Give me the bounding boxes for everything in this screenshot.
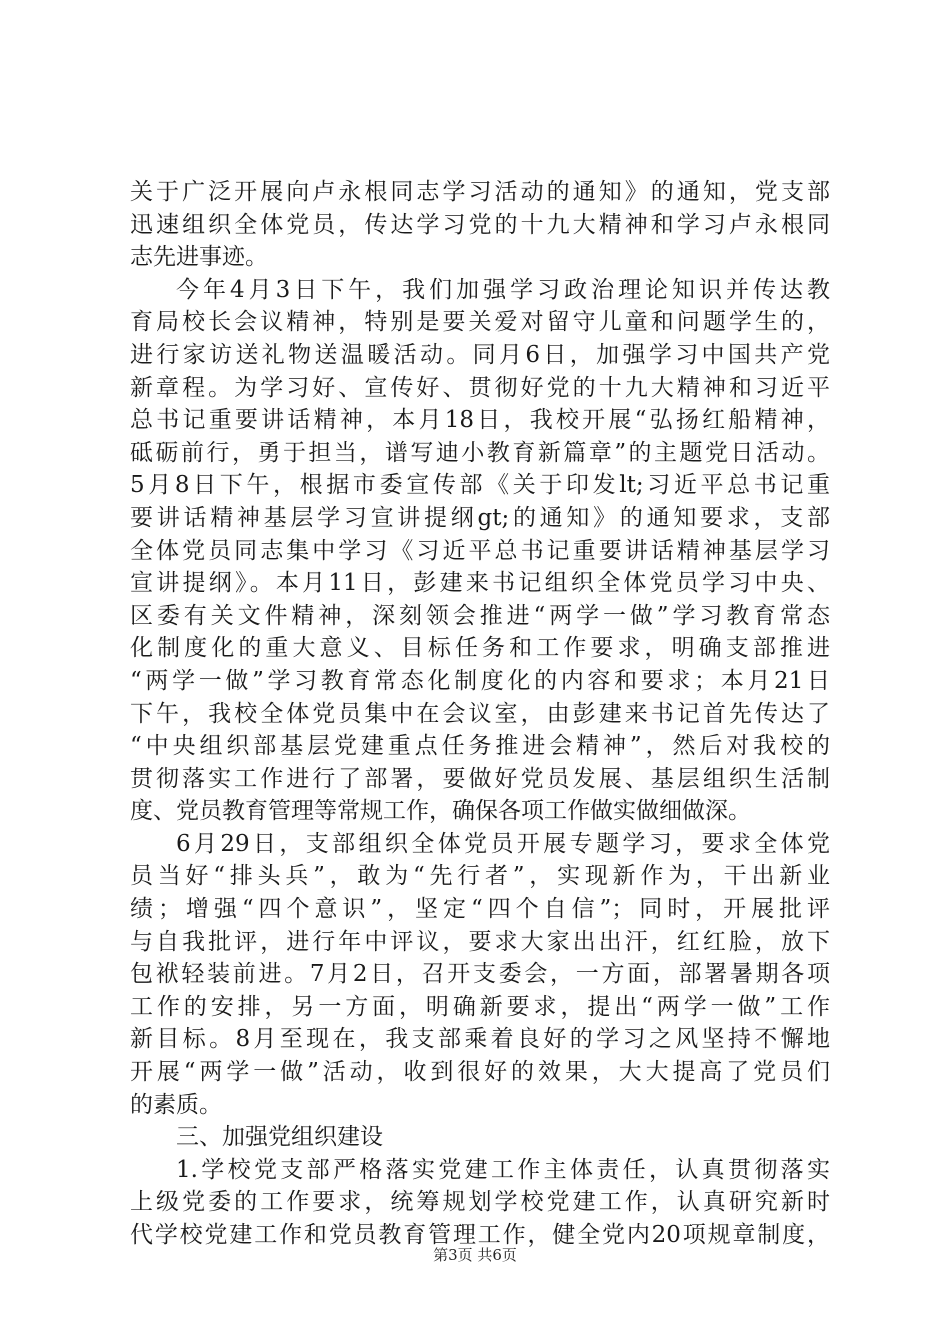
text-line: 进行家访送礼物送温暖活动。同月6日，加强学习中国共产党 <box>130 341 830 368</box>
text-line: 总书记重要讲话精神，本月18日，我校开展“弘扬红船精神， <box>130 407 830 434</box>
text-line: “两学一做”学习教育常态化制度化的内容和要求；本月21日 <box>130 667 830 694</box>
text-line: 育局校长会议精神，特别是要关爱对留守儿童和问题学生的， <box>130 309 830 336</box>
text-line: 开展“两学一做”活动，收到很好的效果，大大提高了党员们 <box>130 1059 830 1086</box>
text-line: 新目标。8月至现在，我支部乘着良好的学习之风坚持不懈地 <box>130 1026 830 1053</box>
text-line: 志先进事迹。 <box>130 244 268 271</box>
text-line: 区委有关文件精神，深刻领会推进“两学一做”学习教育常态 <box>130 602 830 629</box>
text-line: 的素质。 <box>130 1091 222 1118</box>
document-body <box>130 176 830 1252</box>
text-line: 5月8日下午，根据市委宣传部《关于印发lt;习近平总书记重 <box>130 472 830 499</box>
text-line: 绩；增强“四个意识”，坚定“四个自信”；同时，开展批评 <box>130 896 830 923</box>
text-line: 与自我批评，进行年中评议，要求大家出出汗，红红脸，放下 <box>130 928 830 955</box>
text-line: “中央组织部基层党建重点任务推进会精神”，然后对我校的 <box>130 733 830 760</box>
text-line: 全体党员同志集中学习《习近平总书记重要讲话精神基层学习 <box>130 537 830 564</box>
text-line: 化制度化的重大意义、目标任务和工作要求，明确支部推进 <box>130 635 830 662</box>
text-line: 6月29日，支部组织全体党员开展专题学习，要求全体党 <box>176 830 830 857</box>
text-line: 员当好“排头兵”，敢为“先行者”，实现新作为，干出新业 <box>130 863 830 890</box>
text-line: 迅速组织全体党员，传达学习党的十九大精神和学习卢永根同 <box>130 211 830 238</box>
text-line: 关于广泛开展向卢永根同志学习活动的通知》的通知，党支部 <box>130 179 830 205</box>
text-line: 代学校党建工作和党员教育管理工作，健全党内20项规章制度， <box>130 1222 830 1248</box>
text-line: 今年4月3日下午，我们加强学习政治理论知识并传达教 <box>176 276 830 303</box>
text-line: 包袱轻装前进。7月2日，召开支委会，一方面，部署暑期各项 <box>130 961 830 988</box>
text-line: 度、党员教育管理等常规工作，确保各项工作做实做细做深。 <box>130 798 751 825</box>
text-line: 宣讲提纲》。本月11日，彭建来书记组织全体党员学习中央、 <box>130 570 830 597</box>
text-line: 要讲话精神基层学习宣讲提纲gt;的通知》的通知要求，支部 <box>130 504 830 531</box>
text-line: 上级党委的工作要求，统筹规划学校党建工作，认真研究新时 <box>130 1189 830 1216</box>
page-footer: 第3页 共6页 <box>433 1246 517 1264</box>
text-line: 新章程。为学习好、宣传好、贯彻好党的十九大精神和习近平 <box>130 374 830 401</box>
text-line: 1.学校党支部严格落实党建工作主体责任，认真贯彻落实 <box>176 1156 830 1183</box>
text-line: 下午，我校全体党员集中在会议室，由彭建来书记首先传达了 <box>130 700 830 727</box>
text-line: 贯彻落实工作进行了部署，要做好党员发展、基层组织生活制 <box>130 765 830 792</box>
text-line: 工作的安排，另一方面，明确新要求，提出“两学一做”工作 <box>130 993 830 1020</box>
text-line: 三、加强党组织建设 <box>176 1124 383 1151</box>
text-line: 砥砺前行，勇于担当，谱写迪小教育新篇章”的主题党日活动。 <box>130 439 830 466</box>
